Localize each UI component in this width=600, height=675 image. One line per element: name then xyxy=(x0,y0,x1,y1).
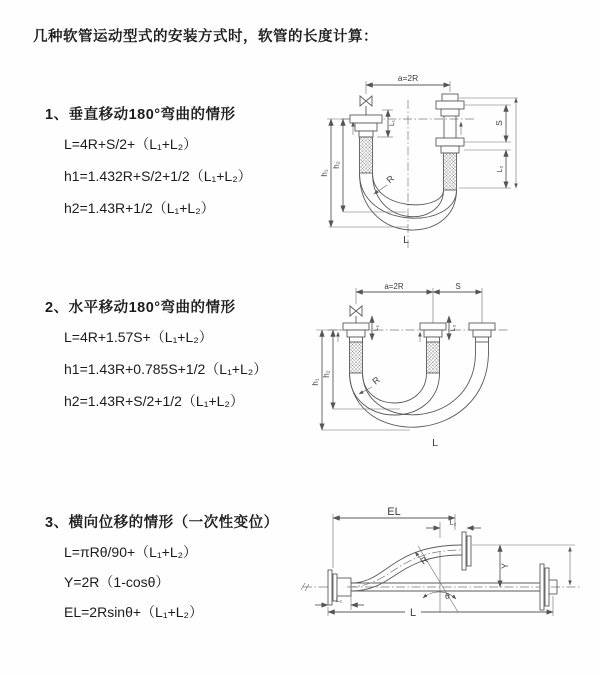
diagram-lateral-displacement xyxy=(295,500,590,640)
formula-line: EL=2Rsinθ+（L₁+L₂） xyxy=(64,604,203,620)
label-l1: L₁ xyxy=(389,119,396,127)
section-3-formulas xyxy=(64,537,203,627)
section-1-heading: 1、垂直移动180°弯曲的情形 xyxy=(45,107,236,123)
label-l1: L₁ xyxy=(335,597,343,604)
dimension-l xyxy=(328,596,553,619)
label-s: S xyxy=(455,282,461,291)
label-r: R xyxy=(370,374,382,387)
label-a2r: a=2R xyxy=(384,282,404,291)
formula-line: L=4R+1.57S+（L₁+L₂） xyxy=(64,329,213,345)
middle-pipe-flange xyxy=(420,323,446,373)
label-l1: L₁ xyxy=(373,324,380,332)
label-r: R xyxy=(418,554,430,567)
label-h2: h₂ xyxy=(332,161,341,169)
hose-u-bend xyxy=(350,354,489,427)
dimension-l1 xyxy=(372,316,380,340)
label-h1: h₁ xyxy=(311,378,320,386)
label-theta: θ xyxy=(445,591,450,601)
section-3-heading: 3、横向位移的情形（一次性变位） xyxy=(45,515,279,531)
left-pipe-flange xyxy=(350,115,382,173)
braided-hose-section xyxy=(360,137,373,173)
page-title: 几种软管运动型式的安装方式时，软管的长度计算： xyxy=(33,29,378,45)
label-l2: L₂ xyxy=(450,324,457,332)
valve-icon xyxy=(360,96,372,115)
label-l2: L₂ xyxy=(497,165,504,173)
radius-callout xyxy=(374,173,396,194)
valve-icon xyxy=(350,306,362,323)
section-2-heading: 2、水平移动180°弯曲的情形 xyxy=(45,300,236,316)
right-pipe-flange xyxy=(436,94,464,190)
formula-line: L=4R+S/2+（L₁+L₂） xyxy=(64,136,198,152)
braided-hose-section xyxy=(350,342,363,373)
label-l: L xyxy=(432,437,438,449)
formula-line: h1=1.432R+S/2+1/2（L₁+L₂） xyxy=(64,168,252,184)
formula-line: Y=2R（1-cosθ） xyxy=(64,574,170,590)
dimension-l2 xyxy=(426,520,481,538)
dimension-l1 xyxy=(377,110,396,137)
label-l: L xyxy=(403,234,409,246)
dimension-a2r xyxy=(366,73,450,94)
label-a2r: a=2R xyxy=(397,73,419,83)
formula-line: h2=1.43R+1/2（L₁+L₂） xyxy=(64,200,215,216)
label-l2: L₂ xyxy=(449,520,457,527)
label-h1: h₁ xyxy=(320,169,329,177)
label-s: S xyxy=(494,120,504,126)
dimension-l1 xyxy=(315,596,364,610)
dimension-l2 xyxy=(449,316,457,340)
dimension-y xyxy=(472,545,575,587)
right-pipe-flange xyxy=(469,323,495,354)
formula-line: L=πRθ/90+（L₁+L₂） xyxy=(64,544,198,560)
braided-hose-section xyxy=(427,342,440,373)
diagram-horizontal-movement-180 xyxy=(300,278,585,458)
left-pipe-flange xyxy=(343,323,369,373)
diagram-vertical-movement-180 xyxy=(303,60,578,257)
section-1-formulas xyxy=(64,128,252,224)
dimension-s-l2 xyxy=(459,98,518,188)
label-h2: h₂ xyxy=(322,370,331,378)
section-2-formulas xyxy=(64,321,267,417)
upper-flange xyxy=(462,532,471,570)
dimension-a2r-s xyxy=(356,282,482,323)
formula-line: h1=1.43R+0.785S+1/2（L₁+L₂） xyxy=(64,361,268,377)
dimension-el xyxy=(333,506,455,568)
label-r: R xyxy=(384,173,397,186)
label-y: Y xyxy=(500,562,510,570)
label-el: EL xyxy=(387,506,401,518)
formula-line: h2=1.43R+S/2+1/2（L₁+L₂） xyxy=(64,393,244,409)
hose-s-curve xyxy=(347,545,462,591)
label-l: L xyxy=(409,607,417,619)
braided-hose-section xyxy=(444,153,457,190)
